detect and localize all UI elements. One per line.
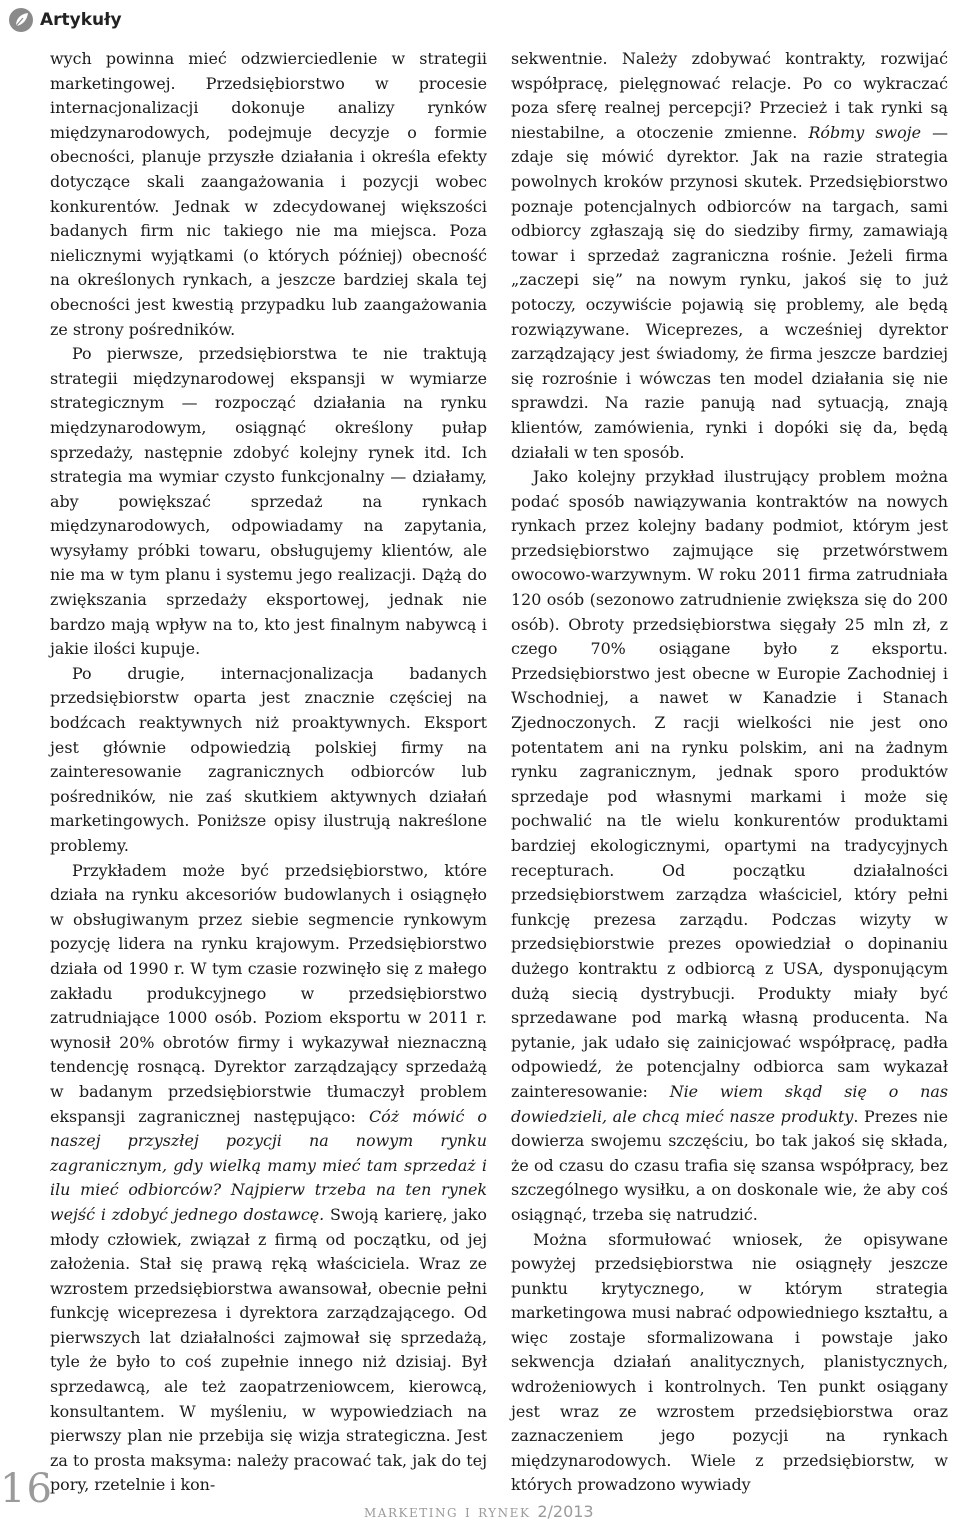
paragraph: Można sformułować wniosek, że opisywane powyżej przedsiębiorstwa nie osiągnęły jeszcze punktu krytycznego, w którym strategia marketingowa musi nabrać odpowiedniego kształtu, a więc zostaje sformalizowana i powstaje jako sekwencja działań analitycznych, planistycznych, wdrożeniowych i kontrolnych. Ten punkt osiągany jest wraz ze wzrostem przedsiębiorstwa oraz zaznaczeniem jego pozycji na rynkach międzynarodowych. Wiele z przedsiębiorstw, w których prowadzono wywiady <box>511 1229 948 1495</box>
leaf-icon <box>8 7 34 33</box>
paragraph-text: sekwentnie. Należy zdobywać kontrakty, rozwijać współpracę, pielęgnować relacje. Po co wykraczać poza sferę realnej percepcji? Przecież i tak rynki są niestabilne, a otoczenie zmienne. <box>511 49 948 142</box>
magazine-name: marketing i rynek <box>364 1502 531 1522</box>
quote-text: Cóż mówić o naszej przyszłej pozycji na nowym rynku zagranicznym, gdy wielką mamy mieć tam sprzedaż i ilu mieć odbiorców? Najpierw trzeba na ten rynek wejść i zdobyć jednego dostawcę. <box>50 1106 487 1224</box>
page-number: 16 <box>0 1466 53 1512</box>
paragraph-text: Jako kolejny przykład ilustrujący problem można podać sposób nawiązywania kontraktów na nowych rynkach przez kolejny badany podmiot, którym jest przedsiębiorstwo zajmujące się przetwórstwem owocowo-warzywnym. W roku 2011 firma zatrudniała 120 osób (sezonowo zatrudnienie zwiększa się do 200 osób). Obroty przedsiębiorstwa sięgały 25 mln zł, z czego 70% osiągane było z eksportu. Przedsiębiorstwo jest obecne w Europie Zachodniej i Wschodniej, a nawet w Kanadzie i Stanach Zjednoczonych. Z racji wielkości nie jest ono potentatem ani na rynku polskim, ani na żadnym rynku zagranicznym, jednak sporo produktów sprzedaje pod własnymi markami i może się pochwalić na tle wielu konkurentów produktami bardziej ekologicznymi, opartymi na tradycyjnych recepturach. Od początku działalności przedsiębiorstwem zarządza właściciel, który pełni funkcję prezesa zarządu. Podczas wizyty w przedsiębiorstwie prezes opowiedział o dopinaniu dużego kontraktu z odbiorcą z USA, dysponującym dużą siecią dystrybucji. Produkty miały być sprzedawane pod marką własną producenta. Na pytanie, jak udało się zainicjować współpracę, padła odpowiedź, że potencjalny odbiorca sam wykazał zainteresowanie: <box>511 467 948 1101</box>
paragraph-text: . Prezes nie dowierza swojemu szczęściu, bo tak jakoś się składa, że od czasu do czasu trafia się szansa współpracy, bez szczególnego wysiłku, a on doskonale wie, że aby coś osiągnąć, trzeba się natrudzić. <box>511 1106 949 1224</box>
paragraph <box>511 47 948 465</box>
paragraph-text: Swoją karierę, jako młody człowiek, związał z firmą od początku, od jej założenia. Stał się prawą ręką właściciela. Wraz ze wzrostem przedsiębiorstwa awansował, obecnie pełni funkcję wiceprezesa i dyrektora zarządzającego. Od pierwszych lat działalności zajmował się sprzedażą, tyle że było to coś zupełnie innego niż dzisiaj. Był sprzedawcą, ale też zaopatrzeniowcem, kierowcą, konsultantem. W myśleniu, w wypowiedziach na pierwszy plan nie przebija się wizja strategiczna. Jest za to prosta maksyma: należy pracować tak, jak do tej pory, rzetelnie i kon- <box>50 1204 487 1495</box>
section-header <box>8 6 122 34</box>
issue-number: 2/2013 <box>537 1502 594 1521</box>
section-title: Artykuły <box>40 10 122 30</box>
paragraph: wych powinna mieć odzwierciedlenie w strategii marketingowej. Przedsiębiorstwo w procesie internacjonalizacji dokonuje analizy rynków międzynarodowych, podejmuje decyzje o formie obecności, planuje przyszłe działania i określa efekty dotyczące skali zaangażowania i pozycji wobec konkurentów. Jednak w zdecydowanej większości badanych firm nic takiego nie ma miejsca. Poza nielicznymi wyjątkami (o których później) obecność na określonych rynkach, a jeszcze bardziej skala tej obecności jest kwestią przypadku lub zaangażowania ze strony pośredników. <box>50 49 487 339</box>
paragraph <box>50 859 487 1498</box>
paragraph-text: — zdaje się mówić dyrektor. Jak na razie strategia powolnych kroków przynosi skutek. Przedsiębiorstwo poznaje potencjalnych odbiorców na targach, sami odbiorcy zgłaszają się do siedziby firmy, zamawiają towar i sprzedaż zagraniczna rośnie. Jeżeli firma „zaczepi się” na nowym rynku, jakoś się to już potoczy, oczywiście pojawią się problemy, ale będą rozwiązywane. Wiceprezes, a wcześniej dyrektor zarządzający jest świadomy, że firma jeszcze bardziej się rozrośnie i wówczas ten model działania się nie sprawdzi. Na razie panują nad sytuacją, znają klientów, zamówienia, rynki i dopóki się da, będą działali w ten sposób. <box>511 122 948 462</box>
article-column-right <box>511 47 948 1498</box>
quote-text: Nie wiem skąd się o nas dowiedzieli, ale chcą mieć nasze produkty <box>511 1081 948 1126</box>
paragraph-text: Przykładem może być przedsiębiorstwo, które działa na rynku akcesoriów budowlanych i osiągnęło w obsługiwanym przez siebie segmencie rynkowym pozycję lidera na rynku krajowym. Przedsiębiorstwo działa od 1990 r. W tym czasie rozwinęło się z małego zakładu produkcyjnego w przedsiębiorstwo zatrudniające 1000 osób. Poziom eksportu w 2011 r. wynosił 20% obrotów firmy i wykazywał nieznaczną tendencję rosnącą. Dyrektor zarządzający sprzedażą w badanym przedsiębiorstwie tłumaczył problem ekspansji zagranicznej następująco: <box>50 860 487 1126</box>
article-column-left <box>50 47 487 1498</box>
paragraph: Po drugie, internacjonalizacja badanych przedsiębiorstw oparta jest znacznie częściej na bodźcach reaktywnych niż proaktywnych. Eksport jest głównie odpowiedzią polskiej firmy na zainteresowanie zagranicznych odbiorców lub pośredników, nie zaś skutkiem aktywnych działań marketingowych. Poniższe opisy ilustrują nakreślone problemy. <box>50 663 487 855</box>
quote-text: Róbmy swoje <box>808 122 921 142</box>
magazine-footer <box>364 1502 594 1522</box>
paragraph: Po pierwsze, przedsiębiorstwa te nie traktują strategii międzynarodowej ekspansji w wymiarze strategicznym — rozpocząć działania na rynku międzynarodowym, osiągnąć określony pułap sprzedaży, następnie zdobyć kolejny rynek itd. Ich strategia ma wymiar czysto funkcjonalny — działamy, aby powiększać sprzedaż na rynkach międzynarodowych, odpowiadamy na zapytania, wysyłamy próbki towaru, obsługujemy klientów, ale nie ma w tym planu i systemu jego realizacji. Dążą do zwiększania sprzedaży eksportowej, jednak nie bardzo mają wpływ na to, kto jest finalnym nabywcą i jakie ilości kupuje. <box>50 344 487 659</box>
paragraph <box>511 465 948 1227</box>
